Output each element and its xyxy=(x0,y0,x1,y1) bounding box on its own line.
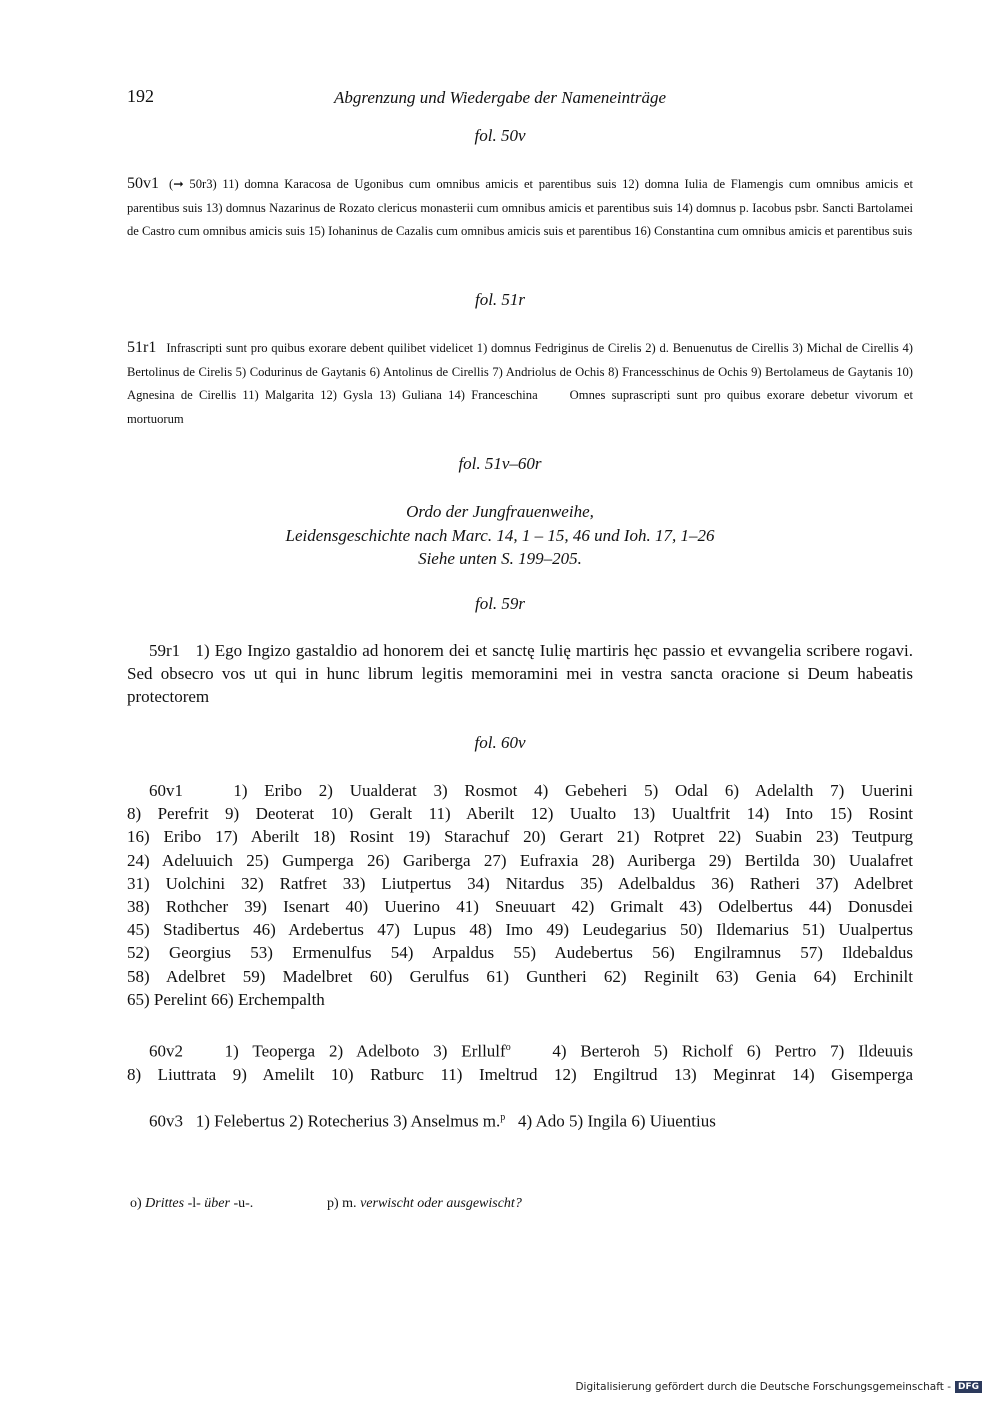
footnote-marker: o xyxy=(505,1042,511,1053)
footnote-marker: p xyxy=(500,1112,506,1123)
names: 1) Eribo 2) Uualderat 3) Rosmot 4) Gebeheri 5) Odal 6) Adelalth 7) Uuerini xyxy=(233,781,913,800)
names: 1) Felebertus 2) Rotecherius 3) Anselmus m. xyxy=(195,1111,501,1131)
section-heading-fol-51r: fol. 51r xyxy=(474,290,526,309)
entry-ref: 59r1 xyxy=(149,641,181,660)
section-heading-fol-59r: fol. 59r xyxy=(474,594,526,613)
name-line xyxy=(127,779,913,802)
digitization-footer xyxy=(575,1381,982,1393)
entry-ref: 60v2 xyxy=(149,1041,183,1061)
section-heading-fol-51v-60r: fol. 51v–60r xyxy=(458,454,542,473)
ordo-line: Siehe unten S. 199–205. xyxy=(418,549,582,568)
name-line: 8) Perefrit 9) Deoterat 10) Geralt 11) Aberilt 12) Uualto 13) Uualtfrit 14) Into 15) Rosint xyxy=(127,804,913,824)
footnote-p xyxy=(327,1196,522,1212)
entry-text: Infrascripti sunt pro quibus exorare debent quilibet videlicet 1) domnus Fedriginus de Cirelis 2) d. Benuenutus de Cirellis 3) Michal de Cirellis 4) Bertolinus de Cirelis 5) Codurinus de Gaytanis 6) Antolinus de Cirellis 7) Andriolus de Ochis 8) Francesschinus de Ochis 9) Bertolameus de Gaytanis 10) Agnesina de Cirellis 11) Malgarita 12) Gysla 13) Guliana 14) Franceschina xyxy=(127,341,913,402)
entry-51r1 xyxy=(127,336,913,431)
name-line: 38) Rothcher 39) Isenart 40) Uuerino 41) Sneuuart 42) Grimalt 43) Odelbertus 44) Donusdei xyxy=(127,897,913,917)
ordo-block xyxy=(0,500,1000,571)
entry-60v3 xyxy=(127,1106,913,1133)
name-line: 58) Adelbret 59) Madelbret 60) Gerulfus 61) Guntheri 62) Reginilt 63) Genia 64) Erchinilt xyxy=(127,966,913,986)
footnote-text: über xyxy=(204,1196,230,1211)
name-line xyxy=(127,1036,913,1063)
section-heading-fol-60v: fol. 60v xyxy=(474,733,526,752)
footnote-text: -l- xyxy=(187,1196,201,1211)
name-line: 65) Perelint 66) Erchempalth xyxy=(127,989,325,1009)
names: 4) Ado 5) Ingila 6) Uiuentius xyxy=(518,1111,716,1131)
entry-text: 1) Ego Ingizo gastaldio ad honorem dei et sanctę Iulię martiris hęc passio et evvangelia scribere rogavi. Sed obsecro vos ut qui in hunc librum legitis memoramini mei in vestra sancta oracione si Deum habeatis protectorem xyxy=(127,641,914,707)
entry-ref: 60v3 xyxy=(149,1111,183,1131)
page-number: 192 xyxy=(127,86,154,106)
section-heading-fol-50v: fol. 50v xyxy=(474,126,526,145)
footnote-text: m. xyxy=(342,1196,357,1211)
entry-ref: 60v1 xyxy=(149,781,183,800)
footer-text: Digitalisierung gefördert durch die Deutsche Forschungsgemeinschaft - xyxy=(575,1381,951,1393)
footnote-label: o) xyxy=(130,1196,142,1211)
entry-text: (➞ 50r3) 11) domna Karacosa de Ugonibus cum omnibus amicis et parentibus suis 12) domna Iulia de Flamengis cum omnibus amicis et parentibus suis 13) domnus Nazarinus de Rozato clericus monasterii cum omnibus amicis et parentibus suis 14) domnus p. Iacobus psbr. Sancti Bartolamei de Castro cum omnibus amicis suis 15) Iohaninus de Cazalis cum omnibus amicis suis et parentibus 16) Constantina cum omnibus amicis et parentibus suis xyxy=(127,177,913,238)
name-line: 8) Liuttrata 9) Amelilt 10) Ratburc 11) Imeltrud 12) Engiltrud 13) Meginrat 14) Gisemperga xyxy=(127,1064,913,1084)
entry-ref: 51r1 xyxy=(127,339,157,356)
dfg-logo: DFG xyxy=(955,1381,982,1393)
entry-60v2 xyxy=(127,1036,913,1086)
ordo-line: Ordo der Jungfrauenweihe, xyxy=(406,502,594,521)
names: 4) Berteroh 5) Richolf 6) Pertro 7) Ildeuuis xyxy=(552,1041,914,1061)
name-line: 45) Stadibertus 46) Ardebertus 47) Lupus 48) Imo 49) Leudegarius 50) Ildemarius 51) Uualpertus xyxy=(127,920,913,940)
footnote-text: Drittes xyxy=(145,1196,185,1211)
ordo-line: Leidensgeschichte nach Marc. 14, 1 – 15, 46 und Ioh. 17, 1–26 xyxy=(285,525,715,545)
entry-50v1 xyxy=(127,172,913,244)
names: 1) Teoperga 2) Adelboto 3) Erllulf xyxy=(224,1041,506,1061)
footnote-text: -u-. xyxy=(233,1196,254,1211)
name-line: 24) Adeluuich 25) Gumperga 26) Gariberga 27) Eufraxia 28) Auriberga 29) Bertilda 30) Uualafret xyxy=(127,850,913,870)
name-line xyxy=(127,1106,913,1133)
running-title: Abgrenzung und Wiedergabe der Nameneinträge xyxy=(333,88,667,107)
footnote-label: p) xyxy=(327,1196,339,1211)
name-line: 52) Georgius 53) Ermenulfus 54) Arpaldus 55) Audebertus 56) Engilramnus 57) Ildebaldus xyxy=(127,943,913,963)
name-line: 16) Eribo 17) Aberilt 18) Rosint 19) Starachuf 20) Gerart 21) Rotpret 22) Suabin 23) Teutpurg xyxy=(127,827,913,847)
footnote-text: verwischt oder ausgewischt? xyxy=(360,1196,522,1211)
entry-60v1 xyxy=(127,779,913,1011)
entry-ref: 50v1 xyxy=(127,175,159,192)
entry-text-end: Omnes suprascripti sunt pro quibus exorare debetur vivorum et mortuorum xyxy=(127,388,913,426)
footnote-o xyxy=(130,1196,253,1212)
name-line: 31) Uolchini 32) Ratfret 33) Liutpertus 34) Nitardus 35) Adelbaldus 36) Ratheri 37) Adelbret xyxy=(127,873,913,893)
entry-59r1 xyxy=(127,639,913,709)
